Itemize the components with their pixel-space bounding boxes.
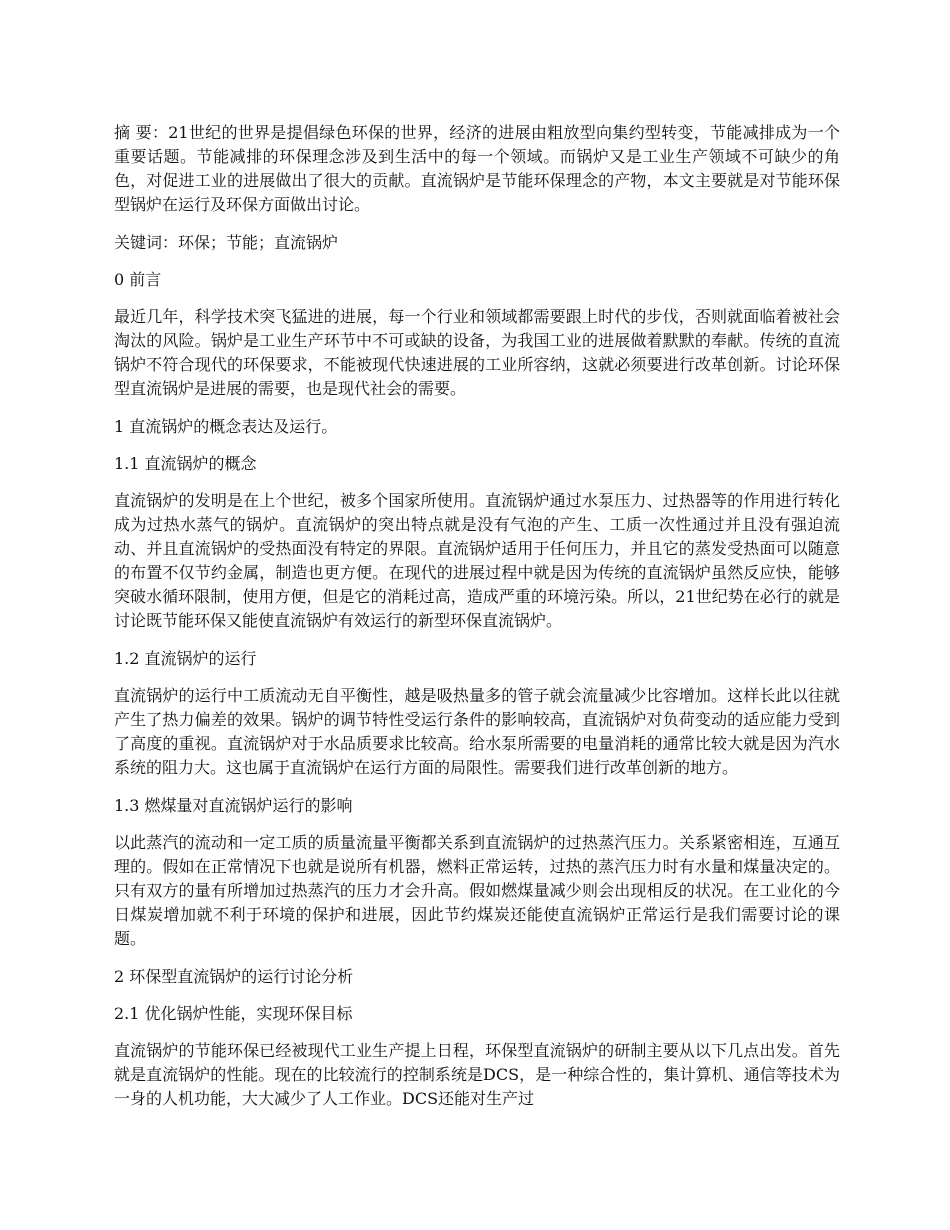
keywords: 关键词：环保；节能；直流锅炉 bbox=[114, 233, 339, 252]
section-heading-1-3: 1.3 燃煤量对直流锅炉运行的影响 bbox=[114, 796, 353, 815]
section-heading-2-1: 2.1 优化锅炉性能，实现环保目标 bbox=[114, 1004, 353, 1023]
section-paragraph-1-1: 直流锅炉的发明是在上个世纪，被多个国家所使用。直流锅炉通过水泵压力、过热器等的作用进行转化成为过热水蒸气的锅炉。直流锅炉的突出特点就是没有气泡的产生、工质一次性通过并且没有强迫流动、并且直流锅炉的受热面没有特定的界限。直流锅炉适用于任何压力，并且它的蒸发受热面可以随意的布置不仅节约金属，制造也更方便。在现代的进展过程中就是因为传统的直流锅炉虽然反应快，能够突破水循环限制，使用方便，但是它的消耗过高，造成严重的环境污染。所以，21世纪势在必行的就是讨论既节能环保又能使直流锅炉有效运行的新型环保直流锅炉。 bbox=[114, 491, 840, 630]
section-heading-2: 2 环保型直流锅炉的运行讨论分析 bbox=[114, 967, 354, 986]
section-heading-1-1: 1.1 直流锅炉的概念 bbox=[114, 454, 257, 473]
section-paragraph-2-1: 直流锅炉的节能环保已经被现代工业生产提上日程，环保型直流锅炉的研制主要从以下几点出发。首先就是直流锅炉的性能。现在的比较流行的控制系统是DCS，是一种综合性的，集计算机、通信等技术为一身的人机功能，大大减少了人工作业。DCS还能对生产过 bbox=[114, 1041, 840, 1108]
abstract: 摘 要：21世纪的世界是提倡绿色环保的世界，经济的进展由粗放型向集约型转变，节能减排成为一个重要话题。节能减排的环保理念涉及到生活中的每一个领域。而锅炉又是工业生产领域不可缺少的角色，对促进工业的进展做出了很大的贡献。直流锅炉是节能环保理念的产物，本文主要就是对节能环保型锅炉在运行及环保方面做出讨论。 bbox=[114, 123, 840, 214]
section-paragraph-1-3: 以此蒸汽的流动和一定工质的质量流量平衡都关系到直流锅炉的过热蒸汽压力。关系紧密相连，互通互理的。假如在正常情况下也就是说所有机器，燃料正常运转，过热的蒸汽压力时有水量和煤量决定的。只有双方的量有所增加过热蒸汽的压力才会升高。假如燃煤量减少则会出现相反的状况。在工业化的今日煤炭增加就不利于环境的保护和进展，因此节约煤炭还能使直流锅炉正常运行是我们需要讨论的课题。 bbox=[114, 833, 840, 948]
section-heading-1: 1 直流锅炉的概念表达及运行。 bbox=[114, 417, 338, 436]
section-paragraph-0: 最近几年，科学技术突飞猛进的进展，每一个行业和领域都需要跟上时代的步伐，否则就面临着被社会淘汰的风险。锅炉是工业生产环节中不可或缺的设备，为我国工业的进展做着默默的奉献。传统的直流锅炉不符合现代的环保要求，不能被现代快速进展的工业所容纳，这就必须要进行改革创新。讨论环保型直流锅炉是进展的需要，也是现代社会的需要。 bbox=[114, 307, 840, 398]
section-heading-1-2: 1.2 直流锅炉的运行 bbox=[114, 649, 257, 668]
section-heading-0: 0 前言 bbox=[114, 270, 162, 289]
section-paragraph-1-2: 直流锅炉的运行中工质流动无自平衡性，越是吸热量多的管子就会流量减少比容增加。这样长此以往就产生了热力偏差的效果。锅炉的调节特性受运行条件的影响较高，直流锅炉对负荷变动的适应能力受到了高度的重视。直流锅炉对于水品质要求比较高。给水泵所需要的电量消耗的通常比较大就是因为汽水系统的阻力大。这也属于直流锅炉在运行方面的局限性。需要我们进行改革创新的地方。 bbox=[114, 686, 840, 777]
document-page bbox=[114, 121, 840, 1125]
